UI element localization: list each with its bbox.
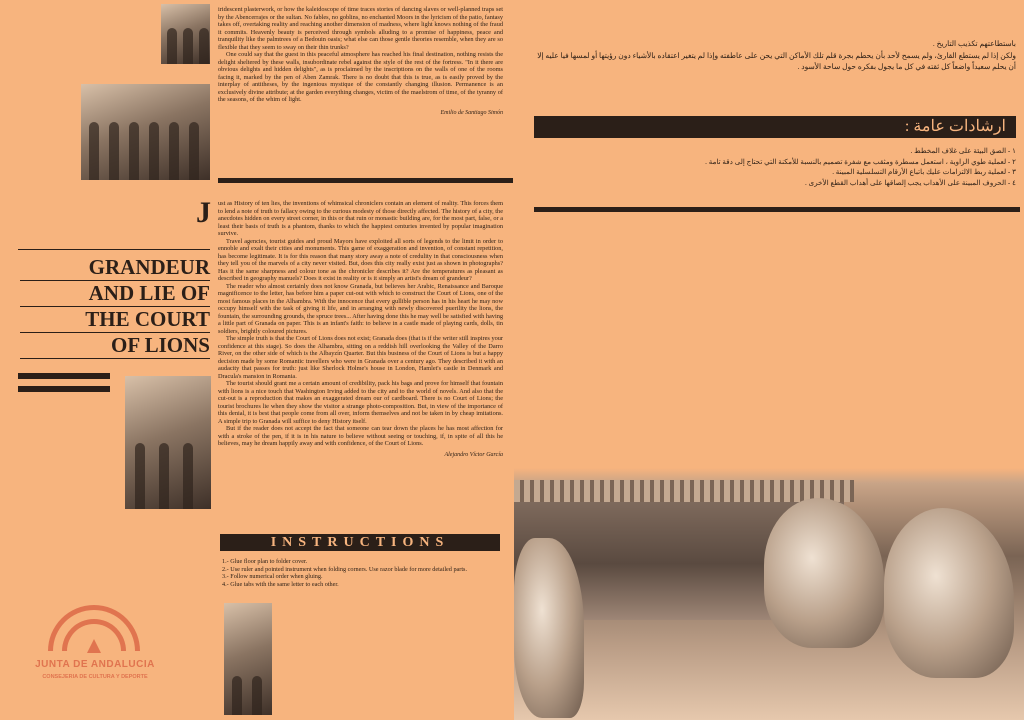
- instruction-item: 2.- Use ruler and pointed instrument when folding corners. Use razor blade for more detailed parts.: [222, 565, 468, 573]
- basin-rim: [514, 480, 854, 502]
- instruction-item: 3.- Follow numerical order when gluing.: [222, 573, 323, 581]
- body-paragraph: The simple truth is that the Court of Lions does not exist; Granada does (that is if the writer still inspires your confidence at this stage). So does the Alhambra, sitting on a reddish hill overlooking the Valley of the Darro River, on the other side of which is the Albayzín Quarter. But this business of the Court of Lions is but a happy decision made by some Romantic travellers who were in Granada over a century ago. They described it with an audacity that passes for truth: just like Sherlock Holme's house in London, Hamlet's castle in Denmark and Dracula's mansion in Romania.: [218, 335, 503, 380]
- article-body: [218, 200, 503, 459]
- body-paragraph: But if the reader does not accept the fact that someone can tear down the places he has most affection for with a stroke of the pen, if it is in his nature to believe without seeing or touching, if, in spite of all this he believes, may he dream happily away and with confidence, of the Court of Lions.: [218, 425, 503, 447]
- intro-paragraph: iridescent plasterwork, or how the kaleidoscope of time traces stories of dancing slaves or well-planned traps set by the Abencerrajes or the sultan. No fables, no goblins, no enchanted Moors in the lyricism of the patio, fantasy takes off, overtaking reality and reaching another dimension of madness, where light knows nothing of the fraud it commits. Heavenly beauty is perceived through symbols alluding to a promise of happiness, peace and tranquility like the palmtrees of a Bedouin oasis; what else can those gentle theories resemble, when they are so flexible that they seem to sway on their thin trunks?: [218, 6, 503, 51]
- arch-shape: [199, 28, 209, 64]
- arabic-text: [534, 38, 1016, 73]
- arabic-line: ولكن إذا لم يستطع القارئ، ولم يسمح لأحد بأن يحطم بجرة قلم تلك الأماكن التي يحن على عاطفته وإذا لم يتغير اعتقاده بالأشياء دون رؤيتها أو لمسها فيا عليه إلا أن يحلم سعيداً واضعاً كل ثقته في كل ما يجول بفكره حول ساحة الأسود .: [537, 50, 1016, 71]
- arch-shape: [159, 443, 169, 510]
- arabic-instruction-item: ٣ - لعملية ربط الالتزامات عليك باتباع الأرقام التسلسلية المبينة .: [832, 168, 1016, 176]
- title-rule: [18, 249, 210, 250]
- intro-paragraph: One could say that the guest in this peaceful atmosphere has reached his final destination, nothing resists the delight sheltered by these walls, insubordinate rebel against the style of the rest of the fortress. "In it there are obvious delights and hidden delights", as is proclaimed by the inscriptions on the walls of one of the rooms facing it, marked by the pen of Aben Zamrak. There is no doubt that this is true, as is easily proved by the interplay of antitheses, by the ingenious mystique of the constantly changing illusion. Permanence is an exclusively divine attribute; at the garden everything changes, victim of the maelstrom of time, of the tyranny of the seasons, of the whim of light.: [218, 51, 503, 103]
- court-of-lions-photo-wide: [81, 84, 210, 180]
- body-paragraph: Travel agencies, tourist guides and proud Mayors have exploited all sorts of legends to the limit in order to ennoble and exalt their cities and monuments. This game of exaggeration and invention, of constant repetition, has become legitimate. It is for this reason that many story away a note of credulity in that consciousness when they tell you of the marvels of a city never visited. But, does this city really exist just as shown in photographs? Has it the same sharpness and colour tone as the chronicler describes it? Are the temperatures as pleasant as described in geography manuels? Does it exist in reality or is it simply an artist's dream of grandeur?: [218, 237, 503, 282]
- court-of-lions-photo-small: [161, 4, 210, 64]
- lion-sculpture: [514, 538, 584, 718]
- fountain-column-photo: [125, 376, 211, 509]
- arch-shape: [135, 443, 145, 510]
- instruction-item: 1.- Glue floor plan to folder cover.: [222, 558, 308, 565]
- logo-name: JUNTA DE ANDALUCIA: [35, 659, 155, 670]
- instructions-list: [222, 558, 502, 588]
- arch-shape: [189, 122, 199, 180]
- divider-bar: [218, 178, 513, 183]
- instructions-heading: INSTRUCTIONS: [220, 534, 500, 551]
- logo-triangle: [87, 639, 101, 653]
- intro-signature: Emilio de Santiago Simón: [440, 109, 503, 116]
- arch-shape: [183, 443, 193, 510]
- lion-fountain-photo: [514, 468, 1024, 720]
- arch-shape: [232, 676, 242, 715]
- intro-text: [218, 6, 503, 117]
- arabic-instruction-item: ١ - الصق البيئة على غلاف المخطط .: [910, 147, 1016, 155]
- logo-subtitle: CONSEJERIA DE CULTURA Y DEPORTE: [42, 674, 148, 680]
- title-line: GRANDEUR: [20, 255, 210, 281]
- drop-cap: J: [196, 196, 211, 229]
- body-signature: Alejandro Víctor García: [444, 451, 503, 458]
- body-paragraph: ust as History of ten lies, the inventions of whimsical chroniclers contain an element of reality. This forces them to lend a note of truth to fallacy owing to the curious modesty of those directly affected. The history of a city, the anecdotes hidden on every street corner, in this or that ruin or monastic building are, for the most part, false, or a least their basis of truth is a phantom, thanks to which the happiest centuries invented by popular imagination survive.: [218, 200, 503, 237]
- title-line: AND LIE OF: [20, 281, 210, 307]
- lion-sculpture: [764, 498, 884, 648]
- divider-bar: [534, 207, 1020, 212]
- article-title: [20, 255, 210, 359]
- arch-shape: [109, 122, 119, 180]
- arabic-instructions-list: [534, 146, 1016, 188]
- arch-shape: [169, 122, 179, 180]
- divider-bar: [18, 373, 110, 379]
- instruction-item: 4.- Glue tabs with the same letter to each other.: [222, 580, 339, 588]
- divider-bar: [18, 386, 110, 392]
- arabic-instruction-item: ٢ - لعملية طوي الزاوية ، استعمل مسطرة ومثقب مع شفرة تصميم بالنسبة للأمكنة التي تحتاج إلى دقة تامة .: [705, 157, 1016, 166]
- junta-de-andalucia-logo: [35, 605, 155, 685]
- arch-shape: [89, 122, 99, 180]
- arabic-instruction-item: ٤ - الحروف المبينة على الأهداب يجب إلصاقها على أهداب القطع الأخرى .: [804, 178, 1016, 187]
- arch-shape: [167, 28, 177, 64]
- arabic-heading: ارشادات عامة :: [534, 116, 1016, 138]
- arch-shape: [183, 28, 193, 64]
- body-paragraph: The reader who almost certainly does not know Granada, but believes her Arabic, Renaissance and Baroque magnificence to the letter, has before him a paper cut-out with which to construct the Court of Lions, one of the most famous places in the Alhambra. With the innocence that every gullible person has in his heart he may now occupy himself with the task of giving it life, and in arranging with newly discovered puerility the lions, the fountain, the surrounding grounds, the spruce trees... After having done this he may well be satisfied with having a little part of Granada on paper. This is an infant's faith: to believe in a castle made of playing cards, dolls, tin soldiers, brightly coloured pictures.: [218, 282, 503, 335]
- pavilion-photo: [224, 603, 272, 715]
- lion-sculpture: [884, 508, 1014, 678]
- body-paragraph: The tourist should grant me a certain amount of credibility, pack his bags and prove for himself that fountain with lions is a nice touch that Washington Irving added to the city and to the world of novels. And also that the cut-out is a reproduction that makes an exaggerated dream our of cardboard. There is no Court of Lions; the tourist brochures lie when they show the visitor a strange photo-composition. But, in view of the importance of this denial, it is best that people come from all over, inform themselves and not be taken in by cheap imitations. A simple trip to Granada will suffice to deny History itself.: [218, 380, 503, 425]
- arch-shape: [252, 676, 262, 715]
- arch-shape: [129, 122, 139, 180]
- title-line: OF LIONS: [20, 333, 210, 359]
- title-line: THE COURT: [20, 307, 210, 333]
- arch-shape: [149, 122, 159, 180]
- arabic-line: باستطاعتهم تكذيب التاريخ .: [932, 39, 1016, 48]
